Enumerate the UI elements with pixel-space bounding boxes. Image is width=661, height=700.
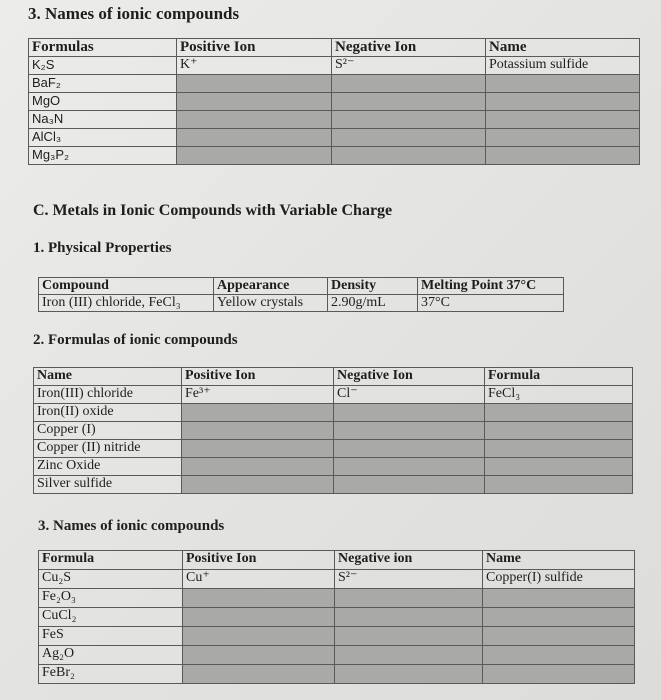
negative-ion-cell[interactable] bbox=[332, 93, 486, 111]
table-row bbox=[29, 129, 640, 147]
positive-ion-cell[interactable] bbox=[182, 476, 334, 494]
column-header: Formulas bbox=[29, 39, 177, 57]
column-header: Melting Point 37°C bbox=[418, 278, 564, 295]
formula-cell[interactable] bbox=[485, 422, 633, 440]
name-cell[interactable] bbox=[486, 93, 640, 111]
column-header: Negative Ion bbox=[334, 368, 485, 386]
formula-cell[interactable] bbox=[485, 458, 633, 476]
names-table-1 bbox=[28, 38, 640, 165]
column-header: Name bbox=[34, 368, 182, 386]
negative-ion-cell[interactable] bbox=[334, 404, 485, 422]
appearance-cell: Yellow crystals bbox=[214, 295, 328, 312]
positive-ion-cell: K⁺ bbox=[177, 57, 332, 75]
name-cell: Potassium sulfide bbox=[486, 57, 640, 75]
formulas-table bbox=[33, 367, 633, 494]
density-cell: 2.90g/mL bbox=[328, 295, 418, 312]
name-cell[interactable] bbox=[483, 646, 635, 665]
positive-ion-cell: Cu⁺ bbox=[183, 570, 335, 589]
negative-ion-cell: Cl⁻ bbox=[334, 386, 485, 404]
formula-cell[interactable] bbox=[485, 440, 633, 458]
table-row bbox=[29, 111, 640, 129]
column-header: Positive Ion bbox=[182, 368, 334, 386]
formula-cell: BaF₂ bbox=[29, 75, 177, 93]
name-cell: Copper (I) bbox=[34, 422, 182, 440]
positive-ion-cell[interactable] bbox=[182, 458, 334, 476]
table-row bbox=[29, 147, 640, 165]
name-cell: Copper(I) sulfide bbox=[483, 570, 635, 589]
formula-cell: CuCl₂ bbox=[39, 608, 183, 627]
name-cell[interactable] bbox=[483, 608, 635, 627]
table-row bbox=[29, 75, 640, 93]
name-cell: Copper (II) nitride bbox=[34, 440, 182, 458]
negative-ion-cell[interactable] bbox=[332, 147, 486, 165]
negative-ion-cell[interactable] bbox=[332, 75, 486, 93]
formula-cell: AlCl₃ bbox=[29, 129, 177, 147]
negative-ion-cell[interactable] bbox=[334, 476, 485, 494]
formula-cell: Ag₂O bbox=[39, 646, 183, 665]
name-cell[interactable] bbox=[486, 111, 640, 129]
negative-ion-cell[interactable] bbox=[334, 458, 485, 476]
positive-ion-cell[interactable] bbox=[183, 589, 335, 608]
column-header: Negative ion bbox=[335, 551, 483, 570]
positive-ion-cell[interactable] bbox=[177, 111, 332, 129]
negative-ion-cell[interactable] bbox=[335, 589, 483, 608]
table-row bbox=[39, 646, 635, 665]
name-cell[interactable] bbox=[483, 627, 635, 646]
name-cell[interactable] bbox=[486, 75, 640, 93]
section-heading-names: 3. Names of ionic compounds bbox=[28, 4, 240, 23]
negative-ion-cell[interactable] bbox=[332, 129, 486, 147]
formula-cell: K₂S bbox=[29, 57, 177, 75]
column-header: Compound bbox=[39, 278, 214, 295]
formula-cell[interactable] bbox=[485, 404, 633, 422]
formula-cell[interactable] bbox=[485, 476, 633, 494]
positive-ion-cell[interactable] bbox=[183, 627, 335, 646]
formula-cell: Cu₂S bbox=[39, 570, 183, 589]
table-row bbox=[39, 627, 635, 646]
table-row bbox=[34, 386, 633, 404]
table-row bbox=[39, 589, 635, 608]
negative-ion-cell[interactable] bbox=[335, 608, 483, 627]
positive-ion-cell[interactable] bbox=[182, 440, 334, 458]
name-cell[interactable] bbox=[486, 129, 640, 147]
table-row bbox=[29, 57, 640, 75]
table-row bbox=[34, 422, 633, 440]
formula-cell: MgO bbox=[29, 93, 177, 111]
column-header: Positive Ion bbox=[183, 551, 335, 570]
table-row bbox=[39, 570, 635, 589]
physical-properties-heading: 1. Physical Properties bbox=[33, 240, 172, 256]
negative-ion-cell[interactable] bbox=[335, 665, 483, 684]
names-table-2 bbox=[38, 550, 635, 684]
table-header-row bbox=[29, 39, 640, 57]
name-cell: Iron(II) oxide bbox=[34, 404, 182, 422]
name-cell[interactable] bbox=[483, 589, 635, 608]
formulas-heading: 2. Formulas of ionic compounds bbox=[33, 332, 238, 348]
table-header-row bbox=[39, 278, 564, 295]
positive-ion-cell[interactable] bbox=[182, 404, 334, 422]
name-cell[interactable] bbox=[483, 665, 635, 684]
positive-ion-cell[interactable] bbox=[177, 93, 332, 111]
table-header-row bbox=[39, 551, 635, 570]
table-row bbox=[34, 440, 633, 458]
melting-point-cell: 37°C bbox=[418, 295, 564, 312]
column-header: Negative Ion bbox=[332, 39, 486, 57]
positive-ion-cell[interactable] bbox=[183, 665, 335, 684]
physical-properties-table bbox=[38, 277, 564, 312]
table-row bbox=[39, 608, 635, 627]
formula-cell: Mg₃P₂ bbox=[29, 147, 177, 165]
table-row bbox=[34, 458, 633, 476]
table-row bbox=[34, 476, 633, 494]
negative-ion-cell[interactable] bbox=[332, 111, 486, 129]
names-heading-2: 3. Names of ionic compounds bbox=[38, 518, 225, 534]
negative-ion-cell[interactable] bbox=[335, 627, 483, 646]
positive-ion-cell[interactable] bbox=[177, 75, 332, 93]
positive-ion-cell: Fe³⁺ bbox=[182, 386, 334, 404]
column-header: Name bbox=[486, 39, 640, 57]
formula-cell: FeCl₃ bbox=[485, 386, 633, 404]
column-header: Name bbox=[483, 551, 635, 570]
formula-cell: Fe₂O₃ bbox=[39, 589, 183, 608]
column-header: Density bbox=[328, 278, 418, 295]
negative-ion-cell: S²⁻ bbox=[335, 570, 483, 589]
name-cell[interactable] bbox=[486, 147, 640, 165]
section-heading-variable-charge: C. Metals in Ionic Compounds with Variable Charge bbox=[33, 202, 393, 219]
positive-ion-cell[interactable] bbox=[177, 147, 332, 165]
name-cell: Zinc Oxide bbox=[34, 458, 182, 476]
positive-ion-cell[interactable] bbox=[183, 646, 335, 665]
positive-ion-cell[interactable] bbox=[177, 129, 332, 147]
formula-cell: FeS bbox=[39, 627, 183, 646]
formula-cell: FeBr₂ bbox=[39, 665, 183, 684]
column-header: Appearance bbox=[214, 278, 328, 295]
column-header: Formula bbox=[39, 551, 183, 570]
table-row bbox=[39, 665, 635, 684]
positive-ion-cell[interactable] bbox=[183, 608, 335, 627]
negative-ion-cell[interactable] bbox=[334, 422, 485, 440]
column-header: Positive Ion bbox=[177, 39, 332, 57]
negative-ion-cell[interactable] bbox=[334, 440, 485, 458]
compound-cell: Iron (III) chloride, FeCl₃ bbox=[39, 295, 214, 312]
negative-ion-cell[interactable] bbox=[335, 646, 483, 665]
negative-ion-cell: S²⁻ bbox=[332, 57, 486, 75]
table-row bbox=[39, 295, 564, 312]
column-header: Formula bbox=[485, 368, 633, 386]
name-cell: Iron(III) chloride bbox=[34, 386, 182, 404]
positive-ion-cell[interactable] bbox=[182, 422, 334, 440]
table-row bbox=[29, 93, 640, 111]
table-row bbox=[34, 404, 633, 422]
table-header-row bbox=[34, 368, 633, 386]
name-cell: Silver sulfide bbox=[34, 476, 182, 494]
formula-cell: Na₃N bbox=[29, 111, 177, 129]
